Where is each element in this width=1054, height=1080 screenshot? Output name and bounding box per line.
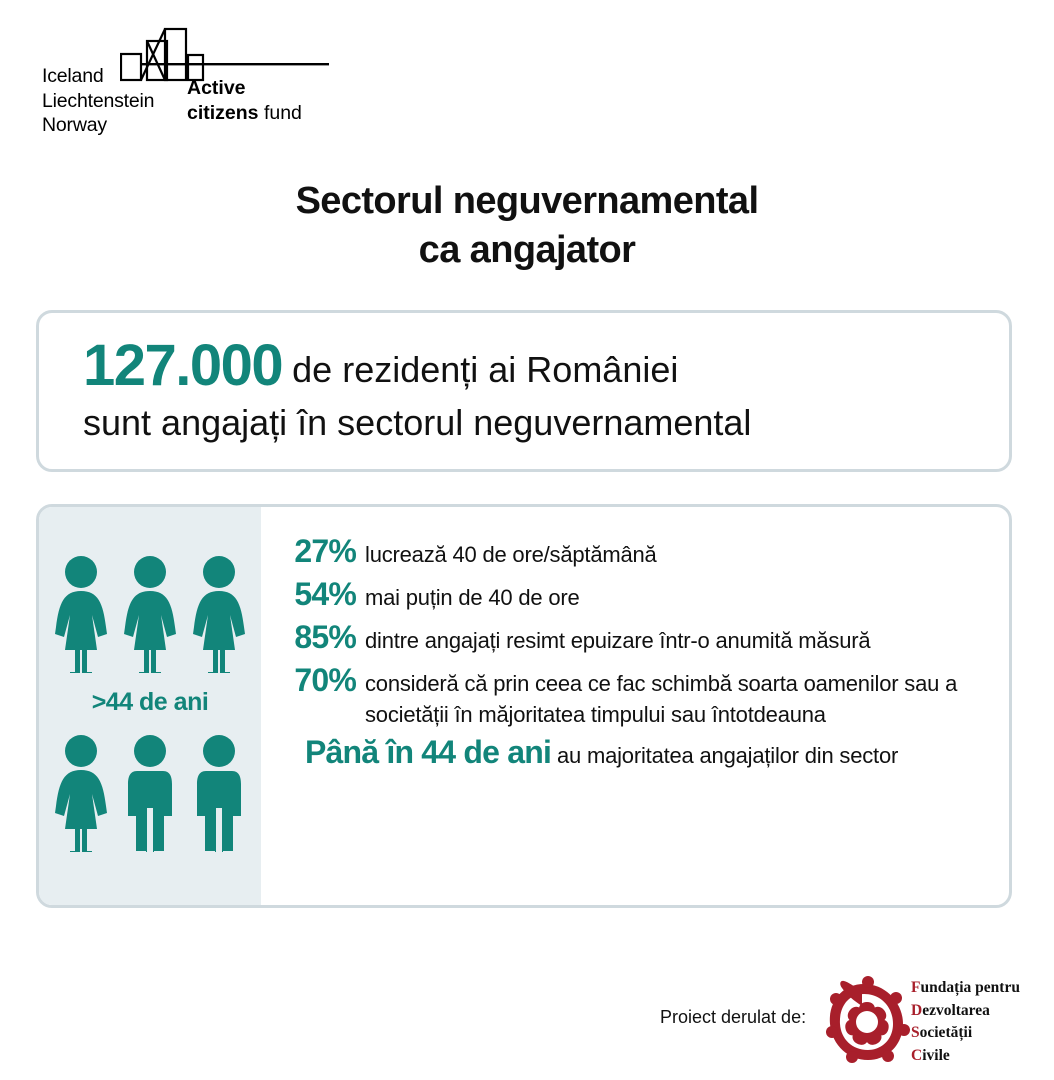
age-pictogram-panel (39, 507, 261, 905)
fdsc-rest: undația pentru (920, 979, 1020, 996)
active-citizens-fund-wordmark (187, 76, 302, 125)
stat-percent: 54% (294, 576, 356, 612)
hero-stat-card (36, 310, 1012, 472)
eea-countries (42, 64, 154, 138)
hero-number: 127.000 (83, 333, 283, 398)
female-figure-icon (51, 555, 111, 673)
female-figure-icon (51, 734, 111, 852)
fdsc-rest: ivile (922, 1046, 950, 1064)
page-title-line-2: ca angajator (418, 229, 636, 271)
fdsc-rest: ocietății (919, 1024, 973, 1041)
male-figure-icon (120, 734, 180, 852)
hero-line-2: sunt angajați în sectorul neguvernamental (83, 402, 752, 443)
male-figure-icon (189, 734, 249, 852)
fdsc-line (911, 977, 1020, 1000)
eea-grants-logo (40, 26, 330, 136)
footer-credit-label: Proiect derulat de: (660, 1007, 807, 1027)
pictogram-row-under-44 (39, 734, 261, 852)
fdsc-initial: S (911, 1024, 920, 1041)
stat-row (261, 662, 995, 730)
country-norway: Norway (42, 114, 107, 136)
female-figure-icon (189, 555, 249, 673)
stat-description: consideră că prin ceea ce fac schimbă soarta oamenilor sau a societății în măjoritatea timpului sau întotdeauna (365, 671, 958, 727)
hero-line-1-text: de rezidenți ai României (282, 349, 679, 390)
fund-word-active: Active (187, 77, 246, 99)
stat-row (261, 619, 995, 656)
stat-description: lucrează 40 de ore/săptămână (365, 542, 657, 567)
fdsc-line (911, 1000, 1020, 1023)
page-title (0, 177, 1054, 275)
hero-line-1 (83, 333, 981, 398)
stat-percent: 85% (294, 619, 356, 655)
female-figure-icon (120, 555, 180, 673)
country-liechtenstein: Liechtenstein (42, 89, 155, 112)
fdsc-circle-people-logo (818, 972, 910, 1068)
fdsc-initial: D (911, 1001, 923, 1019)
stats-card (36, 504, 1012, 908)
stat-percent: 70% (294, 662, 356, 698)
fdsc-wordmark (911, 977, 1020, 1067)
fdsc-rest: ezvoltarea (922, 1001, 990, 1019)
age-group-label: >44 de ani (91, 688, 209, 716)
fdsc-line (911, 1045, 1020, 1068)
final-highlight-text: au majoritatea angajaților din sector (551, 743, 899, 768)
page-title-line-1: Sectorul neguvernamental (295, 180, 759, 222)
country-iceland: Iceland (42, 65, 104, 87)
fdsc-initial: F (911, 979, 921, 996)
stat-percent: 27% (294, 533, 356, 569)
stat-description: dintre angajați resimt epuizare într-o anumită măsură (365, 628, 871, 653)
fund-word-citizens: citizens (187, 101, 259, 124)
fund-word-fund: fund (258, 101, 302, 124)
fdsc-line (911, 1022, 1020, 1045)
stat-row (261, 576, 995, 613)
final-highlight-row (261, 734, 995, 772)
fdsc-initial: C (911, 1046, 923, 1064)
stat-row (261, 533, 995, 570)
stat-description: mai puțin de 40 de ore (365, 585, 580, 610)
final-highlight-lead: Până în 44 de ani (305, 734, 552, 770)
stats-list (261, 507, 1009, 905)
pictogram-row-over-44 (39, 555, 261, 673)
